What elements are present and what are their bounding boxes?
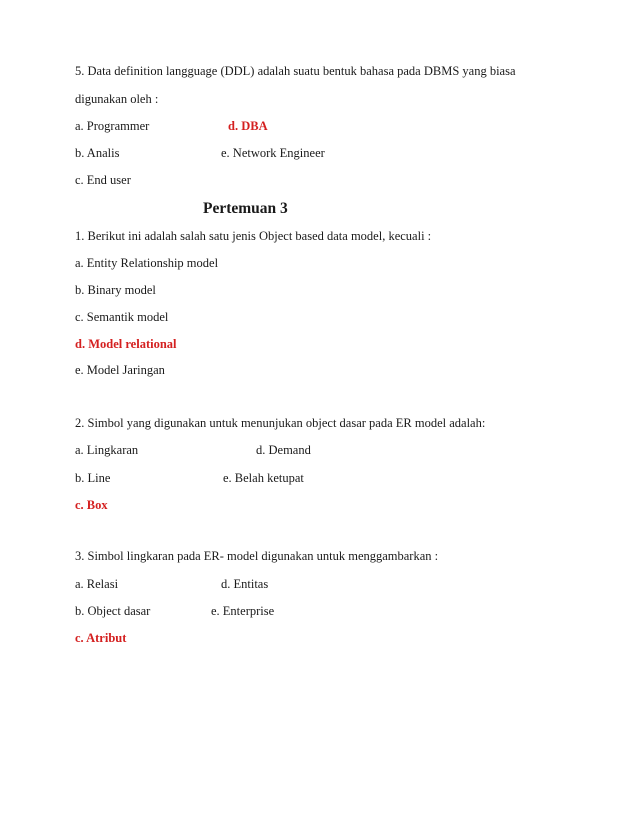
q5-question-line2: digunakan oleh : (75, 92, 159, 106)
q3-row-ad (75, 576, 269, 592)
q5-option-c: c. End user (75, 173, 131, 187)
q2-option-d: d. Demand (256, 443, 311, 457)
q2-row-ad (75, 442, 311, 458)
q2-option-b: b. Line (75, 471, 111, 485)
q5-row-ad (75, 118, 268, 134)
q5-row-be (75, 145, 325, 161)
q3-option-d: d. Entitas (221, 577, 269, 591)
q2-row-be (75, 470, 304, 486)
q3-option-b: b. Object dasar (75, 604, 151, 618)
q3-row-be (75, 603, 275, 619)
q3-option-c-answer: c. Atribut (75, 631, 127, 645)
q5-option-d-answer: d. DBA (228, 119, 268, 133)
q2-option-c-answer: c. Box (75, 498, 108, 512)
q1-option-e: e. Model Jaringan (75, 363, 165, 377)
q2-question: 2. Simbol yang digunakan untuk menunjukan object dasar pada ER model adalah: (75, 416, 486, 430)
q1-option-a: a. Entity Relationship model (75, 256, 219, 270)
q5-option-a: a. Programmer (75, 119, 150, 133)
section-heading: Pertemuan 3 (203, 200, 288, 217)
q1-option-c: c. Semantik model (75, 310, 169, 324)
q3-option-a: a. Relasi (75, 577, 119, 591)
q1-option-d-answer: d. Model relational (75, 337, 177, 351)
q5-question-line1: 5. Data definition langguage (DDL) adalah suatu bentuk bahasa pada DBMS yang biasa (75, 64, 516, 78)
q2-option-e: e. Belah ketupat (223, 471, 304, 485)
q1-option-b: b. Binary model (75, 283, 156, 297)
q2-option-a: a. Lingkaran (75, 443, 139, 457)
q5-option-b: b. Analis (75, 146, 120, 160)
q1-question: 1. Berikut ini adalah salah satu jenis Object based data model, kecuali : (75, 229, 432, 243)
q3-question: 3. Simbol lingkaran pada ER- model digunakan untuk menggambarkan : (75, 549, 439, 563)
q3-option-e: e. Enterprise (211, 604, 275, 618)
q5-option-e: e. Network Engineer (221, 146, 325, 160)
